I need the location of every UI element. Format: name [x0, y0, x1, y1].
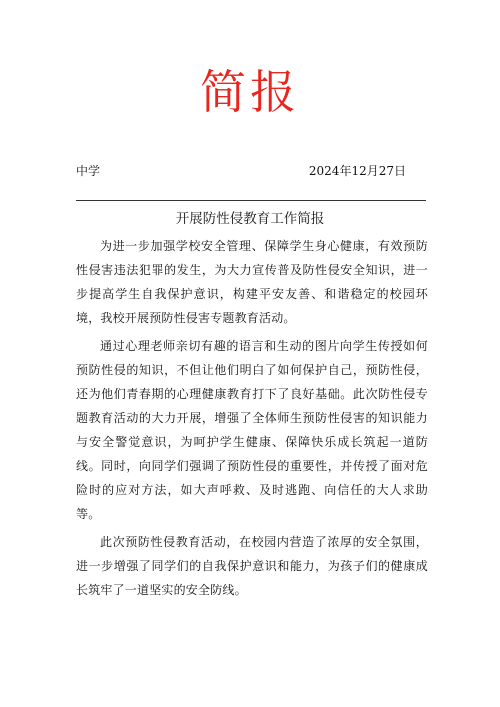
document-title: 开展防性侵教育工作简报 [175, 211, 325, 227]
body-paragraph: 此次预防性侵教育活动，在校园内营造了浓厚的安全氛围，进一步增强了同学们的自我保护意识和能力，为孩子们的健康成长筑牢了一道坚实的安全防线。 [76, 535, 428, 597]
organization-name: 中学 [76, 164, 101, 178]
issue-date: 2024年12月27日 [308, 164, 406, 178]
header-divider [76, 200, 426, 201]
body-paragraph: 通过心理老师亲切有趣的语言和生动的图片向学生传授如何预防性侵的知识，不但让他们明白了如何保护自己，预防性侵，还为他们青春期的心理健康教育打下了良好基础。此次防性侵专题教育活动的大力开展，增强了全体师生预防性侵害的知识能力与安全警觉意识，为呵护学生健康、保障快乐成长筑起一道防线。同时，向同学们强调了预防性侵的重要性，并传授了面对危险时的应对方法，如大声呼救、及时逃跑、向信任的大人求助等。 [76, 339, 428, 521]
meta-row [76, 162, 406, 180]
masthead-title: 简报 [200, 65, 300, 119]
document-body [76, 234, 428, 606]
body-paragraph: 为进一步加强学校安全管理、保障学生身心健康，有效预防性侵害违法犯罪的发生，为大力宣传普及防性侵安全知识，进一步提高学生自我保护意识，构建平安友善、和谐稳定的校园环境，我校开展预防性侵害专题教育活动。 [76, 239, 428, 325]
